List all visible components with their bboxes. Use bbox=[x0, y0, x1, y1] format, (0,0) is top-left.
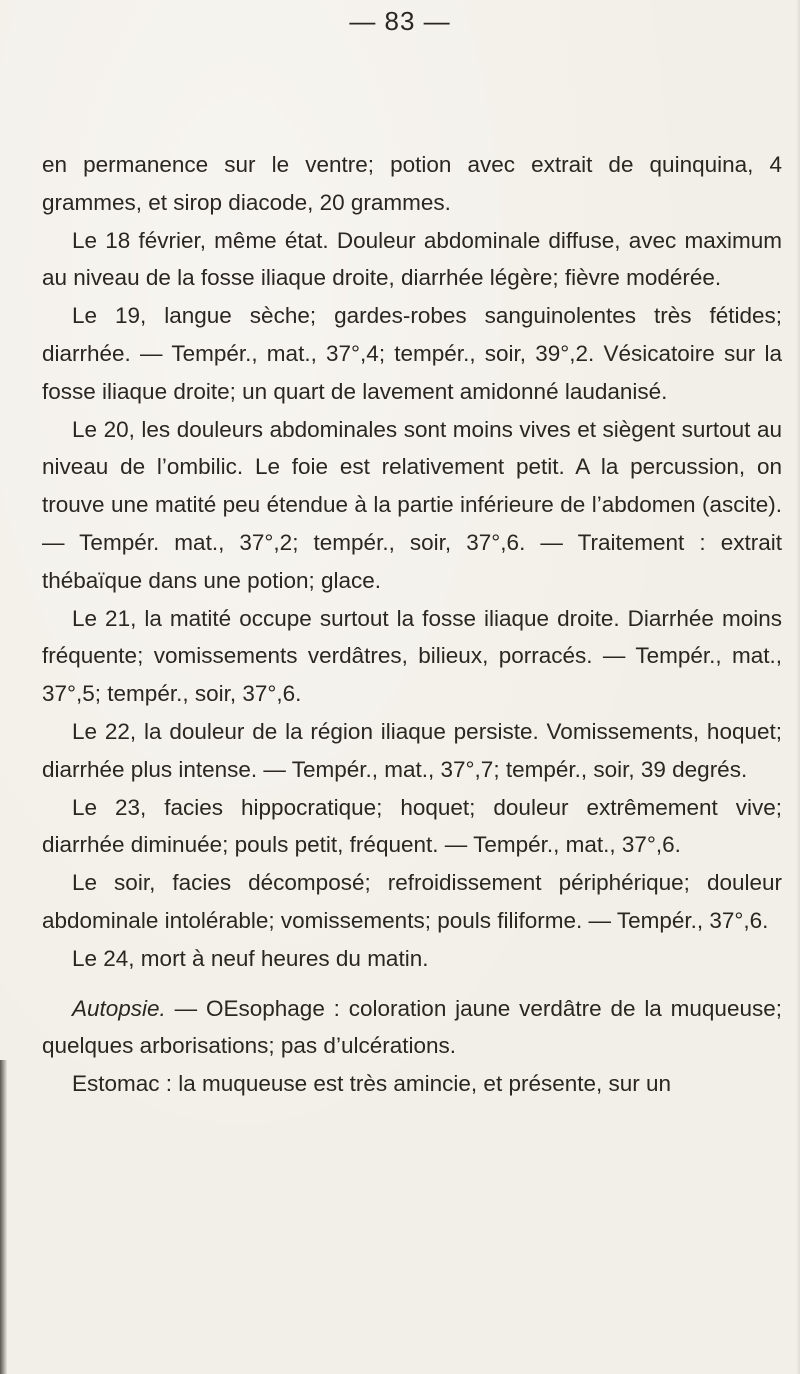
paragraph-continuation: en permanence sur le ventre; potion avec extrait de quinquina, 4 grammes, et sirop diacode, 20 grammes. bbox=[42, 152, 782, 215]
paragraph-autopsy bbox=[42, 990, 782, 1066]
paragraph-feb-23: Le 23, facies hippocratique; hoquet; douleur extrêmement vive; diarrhée diminuée; pouls petit, fréquent. — Tempér., mat., 37°,6. bbox=[42, 794, 782, 858]
page-binding-shadow bbox=[0, 1060, 7, 1374]
paragraph-feb-24: Le 24, mort à neuf heures du matin. bbox=[72, 945, 429, 971]
paragraph-feb-18: Le 18 février, même état. Douleur abdominale diffuse, avec maximum au niveau de la fosse iliaque droite, diarrhée légère; fièvre modérée. bbox=[42, 227, 782, 291]
autopsy-label: Autopsie. bbox=[72, 995, 166, 1021]
autopsy-text: — OEsophage : coloration jaune verdâtre de la muqueuse; quelques arborisations; pas d’ulcérations. bbox=[42, 995, 782, 1059]
page-edge-shadow bbox=[796, 0, 800, 1374]
paragraph-feb-19: Le 19, langue sèche; gardes-robes sanguinolentes très fétides; diarrhée. — Tempér., mat., 37°,4; tempér., soir, 39°,2. Vésicatoire sur la fosse iliaque droite; un quart de lavement amidonné laudanisé. bbox=[42, 303, 782, 404]
paragraph-stomach: Estomac : la muqueuse est très amincie, et présente, sur un bbox=[72, 1071, 672, 1097]
paragraph-evening: Le soir, facies décomposé; refroidissement périphérique; douleur abdominale intolérable; vomissements; pouls filiforme. — Tempér., 37°,6. bbox=[42, 870, 782, 933]
paragraph-feb-22: Le 22, la douleur de la région iliaque persiste. Vomissements, hoquet; diarrhée plus intense. — Tempér., mat., 37°,7; tempér., soir, 39 degrés. bbox=[42, 718, 782, 782]
page-number: — 83 — bbox=[349, 6, 451, 36]
paragraph-feb-20: Le 20, les douleurs abdominales sont moins vives et siègent surtout au niveau de l’ombilic. Le foie est relativement petit. A la percussion, on trouve une matité peu étendue à la partie inférieure de l’abdomen (ascite). — Tempér. mat., 37°,2; tempér., soir, 37°,6. — Traitement : extrait thébaïque dans une potion; glace. bbox=[42, 416, 782, 593]
body-text bbox=[42, 146, 782, 1103]
paragraph-feb-21: Le 21, la matité occupe surtout la fosse iliaque droite. Diarrhée moins fréquente; vomissements verdâtres, bilieux, porracés. — Tempér., mat., 37°,5; tempér., soir, 37°,6. bbox=[42, 605, 782, 707]
